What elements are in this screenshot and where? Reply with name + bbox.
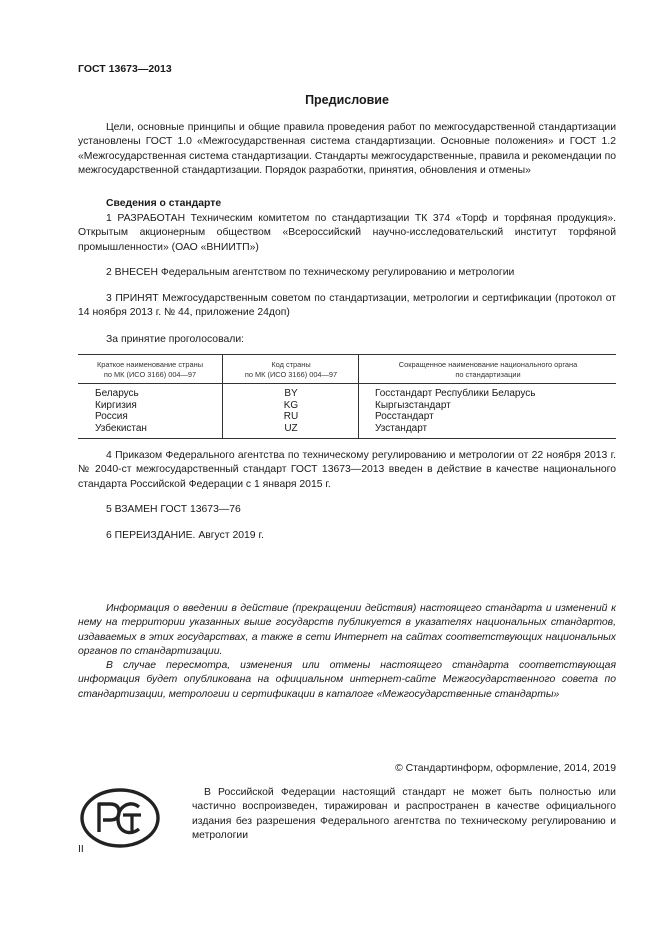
item-order: 4 Приказом Федерального агентства по техническому регулированию и метрологии от 22 ноября 2013 г. № 2040-ст межгосударственный стандарт ГОСТ 13673—2013 введен в действие в качестве национального стандарта Российской Федерации с 1 января 2015 г.	[78, 450, 616, 490]
item-developed: 1 РАЗРАБОТАН Техническим комитетом по стандартизации ТК 374 «Торф и торфяная продукция». Открытым акционерным обществом «Всероссийский научно-исследовательский институт торфяной промышленности» (ОАО «ВНИИТП»)	[78, 213, 616, 253]
table-cell-body: Росстандарт	[375, 411, 434, 423]
page-number: II	[78, 844, 84, 855]
table-cell-body: Госстандарт Республики Беларусь	[375, 388, 536, 399]
voted-label: За принятие проголосовали:	[106, 334, 245, 345]
header-code: Код страны по МК (ИСО 3166) 004—97	[244, 360, 338, 379]
table-cell-code: BY	[284, 388, 298, 399]
item-introduced: 2 ВНЕСЕН Федеральным агентством по техническому регулированию и метрологии	[106, 267, 515, 278]
table-cell-code: KG	[283, 399, 299, 411]
item-reissue: 6 ПЕРЕИЗДАНИЕ. Август 2019 г.	[106, 530, 264, 541]
copyright-line: © Стандартинформ, оформление, 2014, 2019	[395, 763, 616, 774]
info-paragraph: Информация о введении в действие (прекращении действия) настоящего стандарта и изменений к нему на территории указанных выше государств публикуется в указателях национальных стандартов, издаваемых в этих государствах, а также в сети Интернет на сайтах соответствующих национальных органов по стандартизации.	[78, 603, 616, 657]
header-national-body: Сокращенное наименование национального органа по стандартизации	[398, 360, 578, 379]
rst-logo-icon	[79, 787, 161, 849]
page-title: Предисловие	[305, 93, 389, 107]
standard-code: ГОСТ 13673—2013	[78, 63, 172, 75]
table-cell-country: Киргизия	[95, 399, 137, 411]
item-adopted: 3 ПРИНЯТ Межгосударственным советом по стандартизации, метрологии и сертификации (протокол от 14 ноября 2013 г. № 44, приложение 24доп)	[78, 293, 616, 319]
rf-copyright-notice: В Российской Федерации настоящий стандарт не может быть полностью или частично воспроизведен, тиражирован и распространен в качестве официального издания без разрешения Федерального агентства по техническому регулированию и метрологии	[192, 787, 616, 841]
table-body	[78, 384, 616, 438]
info-paragraph-revision: В случае пересмотра, изменения или отмены настоящего стандарта соответствующая информация будет опубликована на официальном интернет-сайте Межгосударственного совета по стандартизации, метрологии и сертификации в каталоге «Межгосударственные стандарты»	[78, 660, 616, 700]
table-cell-body: Узстандарт	[375, 422, 428, 434]
table-cell-body: Кыргызстандарт	[375, 399, 451, 411]
table-cell-country: Узбекистан	[95, 422, 147, 434]
item-replaces: 5 ВЗАМЕН ГОСТ 13673—76	[106, 504, 241, 515]
intro-paragraph: Цели, основные принципы и общие правила проведения работ по межгосударственной стандартизации установлены ГОСТ 1.0 «Межгосударственная система стандартизации. Основные положения» и ГОСТ 1.2 «Межгосударственная система стандартизации. Стандарты межгосударственные, правила и рекомендации по межгосударственной стандартизации. Порядок разработки, принятия, обновления и отмены»	[78, 122, 616, 176]
table-header	[78, 355, 616, 384]
table-cell-country: Беларусь	[95, 388, 139, 399]
table-cell-code: UZ	[284, 422, 298, 434]
voting-table	[78, 354, 616, 439]
table-cell-code: RU	[283, 411, 299, 423]
header-country: Краткое наименование страны по МК (ИСО 3166) 004—97	[96, 360, 204, 379]
table-cell-country: Россия	[95, 411, 128, 423]
section-heading: Сведения о стандарте	[106, 198, 222, 209]
